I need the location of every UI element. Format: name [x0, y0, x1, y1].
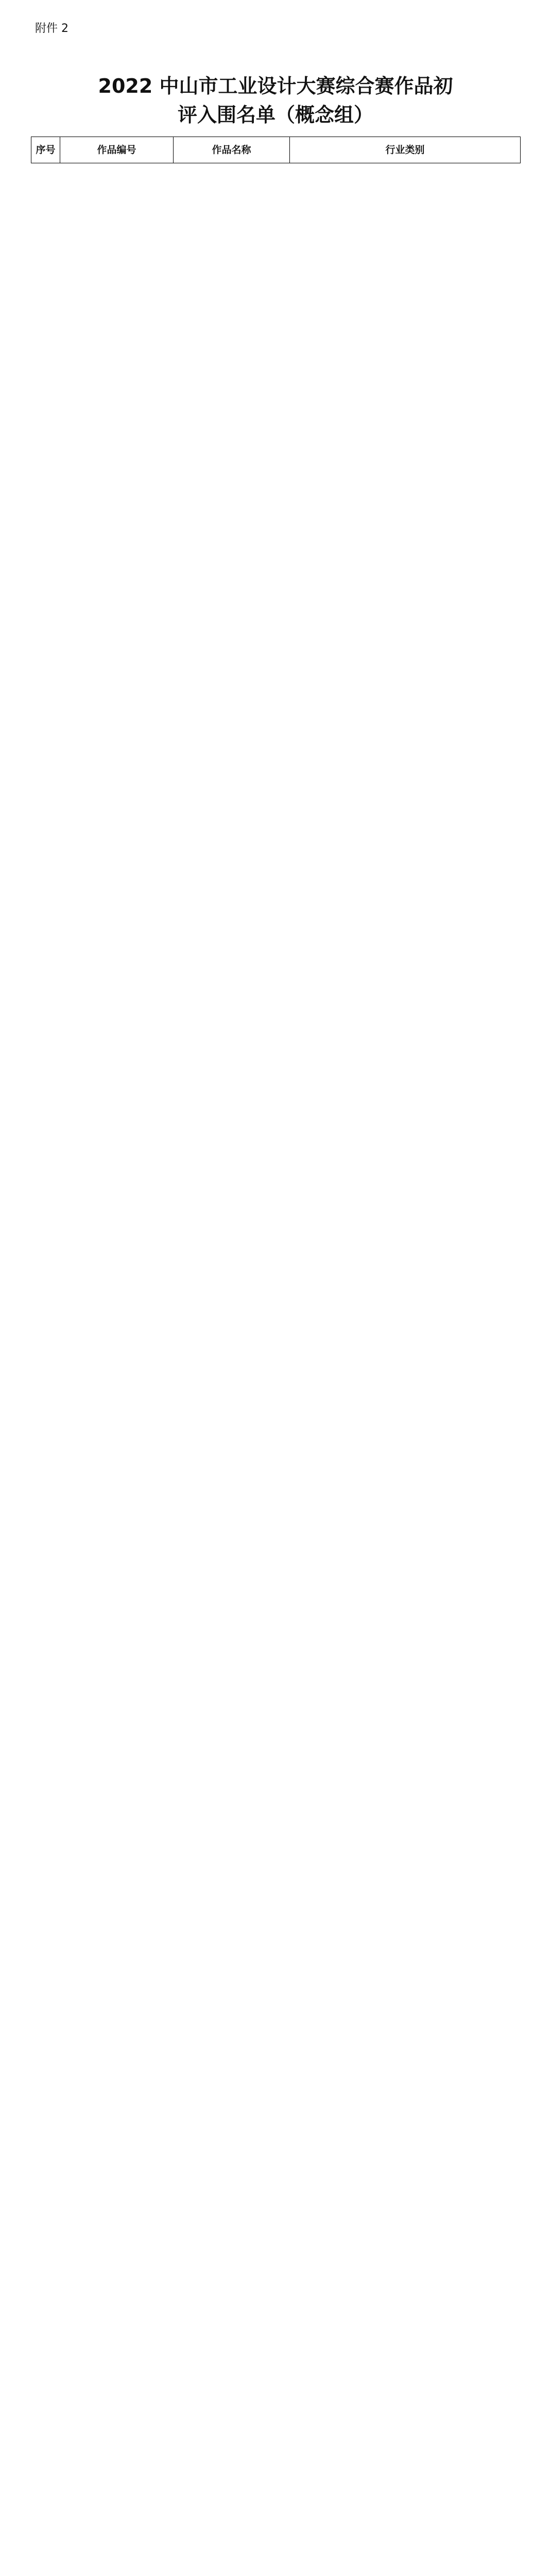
header-number: 序号: [31, 137, 60, 163]
page-title: 2022 中山市工业设计大赛综合赛作品初评入围名单（概念组）: [98, 75, 453, 126]
finalist-table: [31, 137, 521, 163]
header-name: 作品名称: [174, 137, 290, 163]
header-industry: 行业类别: [290, 137, 521, 163]
table-header-row: [31, 137, 521, 163]
annex-label: 附件 2: [35, 22, 68, 35]
header-code: 作品编号: [60, 137, 174, 163]
